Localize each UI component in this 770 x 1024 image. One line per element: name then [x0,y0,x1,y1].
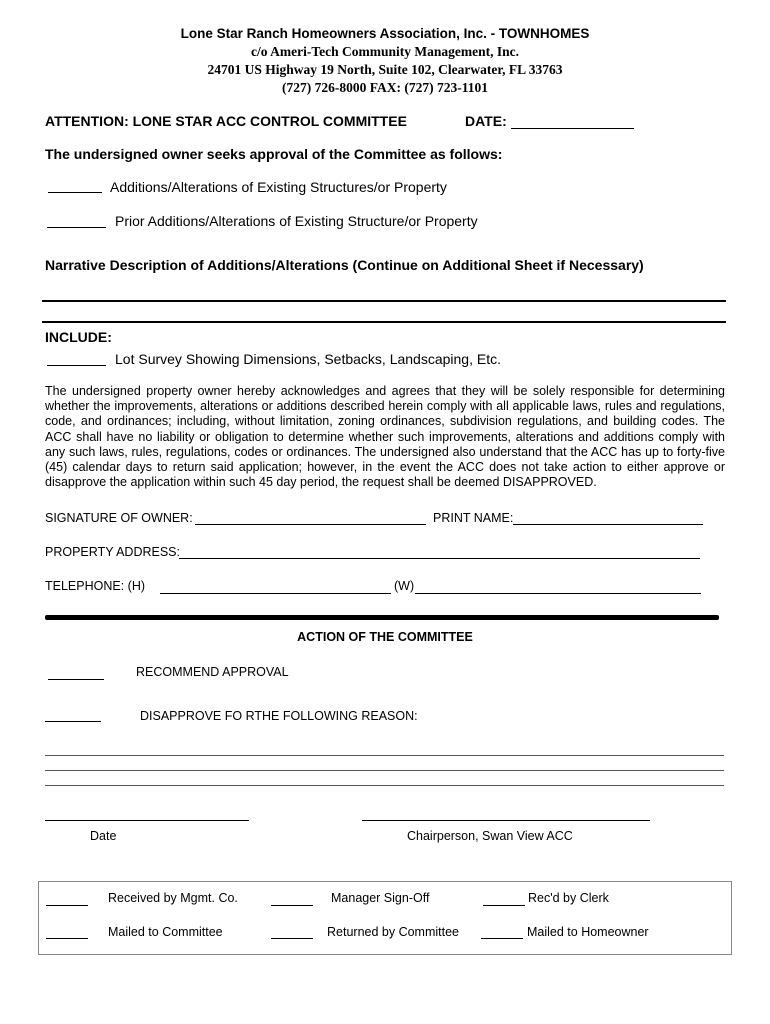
reason-line-3[interactable] [45,785,724,786]
date-signature-line[interactable] [45,820,249,821]
section-divider [45,615,719,620]
phone-fax-line: (727) 726-8000 FAX: (727) 723-1101 [282,80,488,95]
committee-title: ACTION OF THE COMMITTEE [297,630,473,644]
received-label: Received by Mgmt. Co. [108,891,238,905]
chairperson-signature-line[interactable] [362,820,650,821]
telephone-work-field[interactable] [415,593,701,594]
signature-field[interactable] [195,524,426,525]
recommend-blank[interactable] [48,679,104,680]
additions-blank[interactable] [48,192,102,193]
date-label: DATE: [465,113,507,129]
mailed-committee-label: Mailed to Committee [108,925,223,939]
clerk-label: Rec'd by Clerk [528,891,609,905]
date-field[interactable] [511,128,634,129]
committee-date-label: Date [90,829,117,843]
narrative-label: Narrative Description of Additions/Alterations (Continue on Additional Sheet if Necessary) [45,257,644,273]
telephone-work-label: (W) [394,579,415,593]
returned-blank[interactable] [271,938,313,939]
acknowledgement-paragraph: The undersigned property owner hereby acknowledges and agrees that they will be solely responsible for determining whether the improvements, alterations or additions described herein comply with all applicable laws, rules and regulations, code, and ordinances; including, without limitation, zoning ordinances, subdivision regulations, and building codes. The ACC shall have no liability or obligation to determine whether such improvements, alterations and additions comply with any such laws, rules, regulations, codes or ordinances. The undersigned also understand that the ACC has up to forty-five (45) calendar days to return said application; however, in the event the ACC does not take action to either approve or disapprove the application within such 45 day period, the request shall be deemed DISAPPROVED. [45,384,725,490]
received-blank[interactable] [46,905,88,906]
association-name: Lone Star Ranch Homeowners Association, Inc. - TOWNHOMES [180,26,590,41]
reason-line-2[interactable] [45,770,724,771]
management-company: c/o Ameri-Tech Community Management, Inc. [251,44,519,59]
lot-survey-blank[interactable] [47,365,106,366]
telephone-home-field[interactable] [160,593,391,594]
print-name-field[interactable] [513,524,703,525]
manager-blank[interactable] [271,905,313,906]
include-label: INCLUDE: [45,329,112,345]
lot-survey-label: Lot Survey Showing Dimensions, Setbacks, Landscaping, Etc. [115,351,501,367]
additions-option-label: Additions/Alterations of Existing Structures/or Property [110,179,447,195]
mailed-homeowner-blank[interactable] [481,938,523,939]
signature-label: SIGNATURE OF OWNER: [45,511,193,525]
mailed-homeowner-label: Mailed to Homeowner [527,925,649,939]
mailed-committee-blank[interactable] [46,938,88,939]
property-address-label: PROPERTY ADDRESS: [45,545,180,559]
manager-signoff-label: Manager Sign-Off [331,891,430,905]
reason-line-1[interactable] [45,755,724,756]
address-line: 24701 US Highway 19 North, Suite 102, Clearwater, FL 33763 [207,62,563,77]
disapprove-label: DISAPPROVE FO RTHE FOLLOWING REASON: [140,709,418,723]
approval-intro: The undersigned owner seeks approval of the Committee as follows: [45,146,503,162]
print-name-label: PRINT NAME: [433,511,514,525]
narrative-line-1[interactable] [42,300,726,302]
telephone-home-label: TELEPHONE: (H) [45,579,146,593]
clerk-blank[interactable] [483,905,525,906]
prior-additions-option-label: Prior Additions/Alterations of Existing Structure/or Property [115,213,478,229]
attention-heading: ATTENTION: LONE STAR ACC CONTROL COMMITTEE [45,113,407,129]
narrative-line-2[interactable] [42,321,726,323]
returned-label: Returned by Committee [327,925,460,939]
recommend-approval-label: RECOMMEND APPROVAL [136,665,289,679]
chairperson-label: Chairperson, Swan View ACC [407,829,573,843]
disapprove-blank[interactable] [45,721,101,722]
prior-additions-blank[interactable] [47,227,106,228]
property-address-field[interactable] [179,558,700,559]
